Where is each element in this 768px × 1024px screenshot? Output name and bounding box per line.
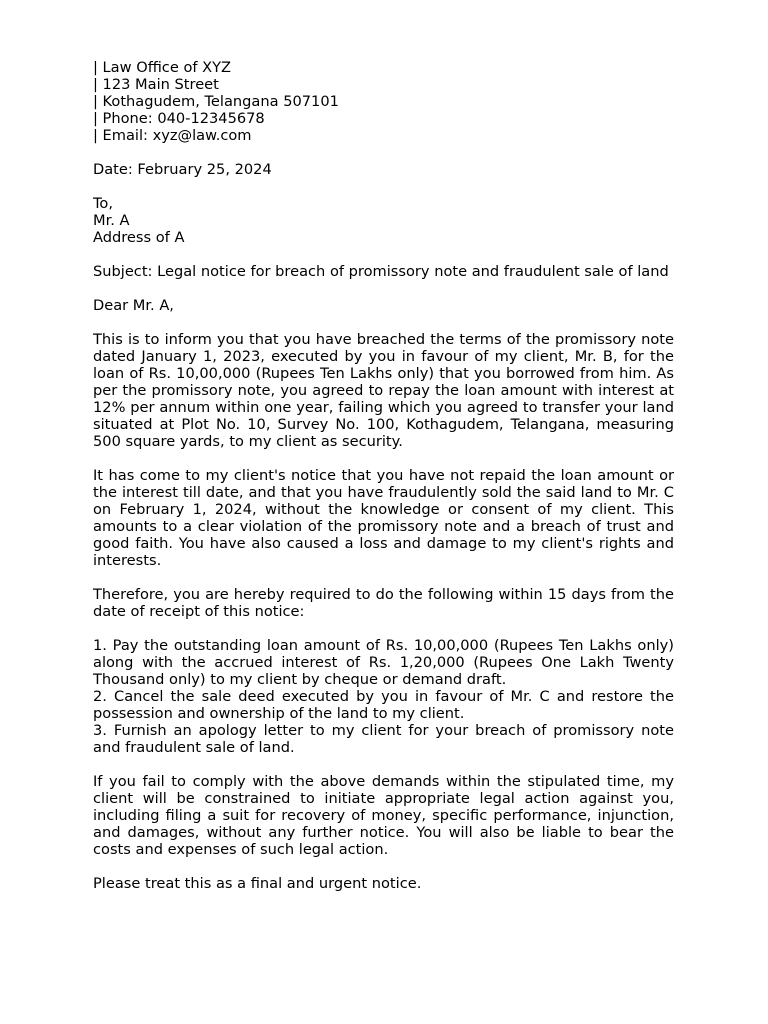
salutation: Dear Mr. A,: [93, 297, 174, 314]
letterhead-email: | Email: xyz@law.com: [93, 127, 252, 144]
spacer: [93, 756, 674, 773]
demand-item: 2. Cancel the sale deed executed by you in favour of Mr. C and restore the possession and ownership of the land to my client.: [93, 688, 674, 722]
consequence-paragraph: If you fail to comply with the above demands within the stipulated time, my client will be constrained to initiate appropriate legal action against you, including filing a suit for recovery of money, specific performance, injunction, and damages, without any further notice. You will also be liable to bear the costs and expenses of such legal action.: [93, 773, 674, 858]
spacer: [93, 280, 674, 297]
spacer: [93, 858, 674, 875]
spacer: [93, 246, 674, 263]
demand-item: 3. Furnish an apology letter to my client for your breach of promissory note and fraudulent sale of land.: [93, 722, 674, 756]
letterhead-phone: | Phone: 040-12345678: [93, 110, 265, 127]
spacer: [93, 450, 674, 467]
spacer: [93, 314, 674, 331]
spacer: [93, 569, 674, 586]
closing-line: Please treat this as a final and urgent notice.: [93, 875, 422, 892]
body-paragraph-requirement: Therefore, you are hereby required to do the following within 15 days from the date of receipt of this notice:: [93, 586, 674, 620]
spacer: [93, 144, 674, 161]
recipient-to: To,: [93, 195, 114, 212]
letterhead-office: | Law Office of XYZ: [93, 59, 232, 76]
letterhead-city: | Kothagudem, Telangana 507101: [93, 93, 339, 110]
letterhead: [93, 59, 674, 144]
letter-date: Date: February 25, 2024: [93, 161, 272, 178]
recipient-address: Address of A: [93, 229, 185, 246]
recipient-block: [93, 195, 674, 246]
demands-list: [93, 637, 674, 756]
letterhead-street: | 123 Main Street: [93, 76, 219, 93]
demand-item: 1. Pay the outstanding loan amount of Rs. 10,00,000 (Rupees Ten Lakhs only) along with the accrued interest of Rs. 1,20,000 (Rupees One Lakh Twenty Thousand only) to my client by cheque or demand draft.: [93, 637, 674, 688]
subject-line: Subject: Legal notice for breach of promissory note and fraudulent sale of land: [93, 263, 669, 280]
spacer: [93, 178, 674, 195]
body-paragraph-fraud: It has come to my client's notice that you have not repaid the loan amount or the interest till date, and that you have fraudulently sold the said land to Mr. C on February 1, 2024, without the knowledge or consent of my client. This amounts to a clear violation of the promissory note and a breach of trust and good faith. You have also caused a loss and damage to my client's rights and interests.: [93, 467, 674, 569]
body-paragraph-breach: This is to inform you that you have breached the terms of the promissory note dated January 1, 2023, executed by you in favour of my client, Mr. B, for the loan of Rs. 10,00,000 (Rupees Ten Lakhs only) that you borrowed from him. As per the promissory note, you agreed to repay the loan amount with interest at 12% per annum within one year, failing which you agreed to transfer your land situated at Plot No. 10, Survey No. 100, Kothagudem, Telangana, measuring 500 square yards, to my client as security.: [93, 331, 674, 450]
legal-notice-document: [93, 59, 674, 892]
spacer: [93, 620, 674, 637]
recipient-name: Mr. A: [93, 212, 130, 229]
